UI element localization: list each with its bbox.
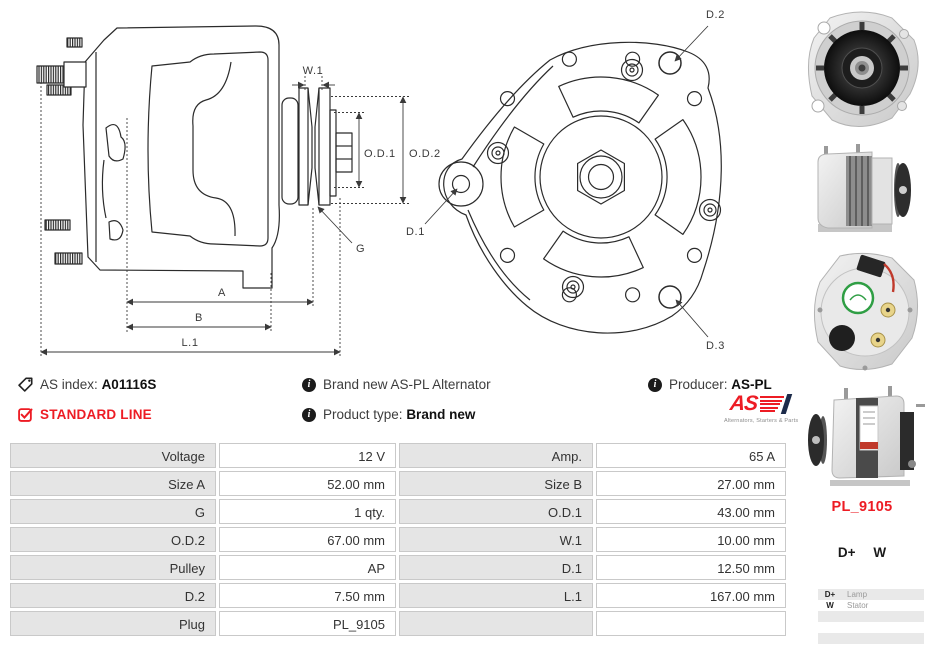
dim-label-g: G: [356, 243, 366, 255]
standard-line-row: [18, 407, 152, 422]
legend-row: [818, 622, 924, 633]
spec-label: O.D.1: [399, 499, 593, 524]
producer-label: Producer:: [669, 377, 728, 392]
spec-value: 10.00 mm: [596, 527, 786, 552]
dim-label-a: A: [218, 287, 226, 299]
terminal-dplus: D+: [837, 545, 856, 560]
technical-drawing: [0, 0, 795, 368]
info-icon: i: [302, 378, 316, 392]
spec-label: [399, 611, 593, 636]
spec-label: G: [10, 499, 216, 524]
spec-value: 27.00 mm: [596, 471, 786, 496]
as-index-value: A01116S: [101, 377, 157, 392]
dim-label-d1: D.1: [406, 226, 425, 238]
product-type-row: [302, 407, 475, 422]
dim-label-od1: O.D.1: [364, 148, 396, 160]
spec-value: 7.50 mm: [219, 583, 396, 608]
terminal-w: W: [873, 545, 887, 560]
producer-value: AS-PL: [731, 377, 772, 392]
spec-label: O.D.2: [10, 527, 216, 552]
front-view-drawing: [439, 42, 721, 333]
legend-row: [818, 589, 924, 600]
dim-label-w1: W.1: [302, 65, 324, 77]
producer-row: [648, 377, 772, 392]
spec-label: Pulley: [10, 555, 216, 580]
legend-key: [818, 633, 842, 644]
legend-key: W: [826, 601, 834, 610]
info-icon: i: [648, 378, 662, 392]
product-type-value: Brand new: [406, 407, 476, 422]
spec-label: Size B: [399, 471, 593, 496]
spec-label: Plug: [10, 611, 216, 636]
standard-line-badge: STANDARD LINE: [40, 407, 152, 422]
spec-value: 43.00 mm: [596, 499, 786, 524]
spec-value: 67.00 mm: [219, 527, 396, 552]
legend-desc: [842, 611, 924, 622]
dim-label-d3: D.3: [706, 340, 725, 352]
dim-label-d2: D.2: [706, 9, 725, 21]
as-index-label: AS index:: [40, 377, 98, 392]
legend-row: [818, 600, 924, 611]
checkbox-checked-icon: [18, 407, 33, 422]
alternator-front-photo: [800, 4, 926, 138]
legend-row: [818, 633, 924, 644]
brand-new-row: [302, 377, 491, 392]
info-icon: i: [302, 408, 316, 422]
legend-desc: Lamp: [847, 590, 868, 599]
spec-label: L.1: [399, 583, 593, 608]
product-type-label: Product type:: [323, 407, 403, 422]
spec-label: W.1: [399, 527, 593, 552]
legend-desc: [842, 622, 924, 633]
legend-key: D+: [824, 590, 836, 599]
spec-label: Size A: [10, 471, 216, 496]
logo-text: AS: [728, 392, 759, 415]
as-pl-logo: [724, 393, 798, 427]
spec-value: 52.00 mm: [219, 471, 396, 496]
alternator-side2-photo: [800, 384, 926, 490]
legend-desc: [842, 633, 924, 644]
tag-icon: [18, 377, 33, 392]
spec-table: [10, 443, 786, 636]
spec-label: Amp.: [399, 443, 593, 468]
legend-key: [818, 622, 842, 633]
spec-value: 12 V: [219, 443, 396, 468]
legend-key: [818, 611, 842, 622]
legend-row: [818, 611, 924, 622]
legend-desc: Stator: [847, 601, 869, 610]
plug-code-label: PL_9105: [831, 499, 893, 515]
dim-label-b: B: [195, 312, 203, 324]
terminal-legend-table: [818, 589, 924, 644]
spec-label: D.1: [399, 555, 593, 580]
spec-value: [596, 611, 786, 636]
spec-value: 65 A: [596, 443, 786, 468]
logo-tagline: Alternators, Starters & Parts: [724, 418, 799, 424]
as-index-row: [18, 377, 156, 392]
spec-label: D.2: [10, 583, 216, 608]
brand-new-text: Brand new AS-PL Alternator: [323, 377, 491, 392]
spec-value: PL_9105: [219, 611, 396, 636]
spec-value: AP: [219, 555, 396, 580]
spec-value: 12.50 mm: [596, 555, 786, 580]
spec-label: Voltage: [10, 443, 216, 468]
dim-label-od2: O.D.2: [409, 148, 441, 160]
spec-value: 167.00 mm: [596, 583, 786, 608]
terminal-markings: [798, 545, 926, 560]
spec-value: 1 qty.: [219, 499, 396, 524]
alternator-back-photo: [806, 250, 924, 376]
alternator-side-photo: [806, 140, 924, 244]
dim-label-l1: L.1: [181, 337, 199, 349]
